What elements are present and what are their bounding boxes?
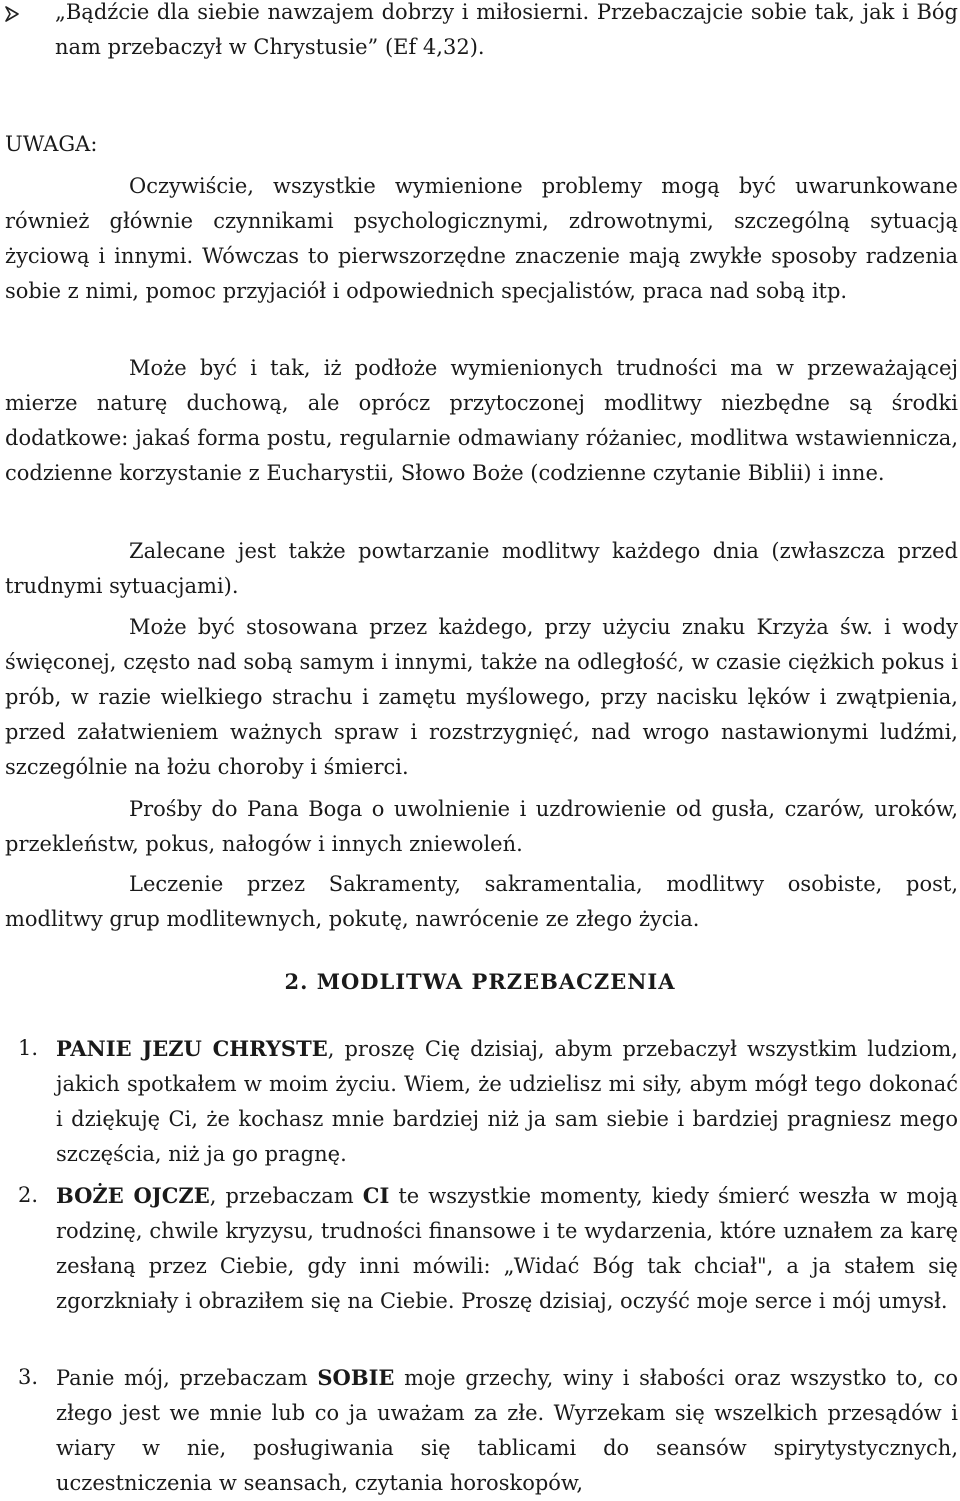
emphasis: SOBIE	[317, 1365, 395, 1390]
list-text: , przebaczam	[209, 1184, 363, 1208]
emphasis: PANIE JEZU CHRYSTE	[56, 1036, 328, 1061]
paragraph-1: Oczywiście, wszystkie wymienione problemy mogą być uwarunkowane również głównie czynnikami psychologicznymi, zdrowotnymi, szczególną sytuacją życiową i innymi. Wówczas to pierwszorzędne znaczenie mają zwykłe sposoby radzenia sobie z nimi, pomoc przyjaciół i odpowiednich specjalistów, praca nad sobą itp.	[5, 174, 958, 303]
paragraph-2: Może być i tak, iż podłoże wymienionych trudności ma w przeważającej mierze naturę duchową, ale oprócz przytoczonej modlitwy niezbędne są środki dodatkowe: jakaś forma postu, regularnie odmawiany różaniec, modlitwa wstawiennicza, codzienne korzystanie z Eucharystii, Słowo Boże (codzienne czytanie Biblii) i inne.	[5, 356, 958, 485]
emphasis: CI	[362, 1183, 390, 1208]
emphasis: BOŻE OJCZE	[56, 1183, 210, 1208]
paragraph-4: Może być stosowana przez każdego, przy użyciu znaku Krzyża św. i wody święconej, często nad sobą samym i innymi, także na odległość, w czasie ciężkich pokus i prób, w razie wielkiego strachu i zamętu myślowego, przy nacisku lęków i zwątpienia, przed załatwieniem ważnych spraw i rozstrzygnięć, nad wrogo nastawionymi ludźmi, szczególnie na łożu choroby i śmierci.	[5, 615, 958, 779]
list-item-text	[56, 1031, 958, 1172]
section-heading: 2. MODLITWA PRZEBACZENIA	[284, 969, 676, 994]
paragraph-3: Zalecane jest także powtarzanie modlitwy każdego dnia (zwłaszcza przed trudnymi sytuacjami).	[5, 539, 958, 598]
list-text: , proszę Cię dzisiaj, abym przebaczył wszystkim ludziom, jakich spotkałem w moim życiu. Wiem, że udzielisz mi siły, abym mógł tego dokonać i dziękuję Ci, że kochasz mnie bardziej niż ja sam siebie i bardziej pragniesz mego szczęścia, niż ja go pragnę.	[56, 1037, 958, 1166]
list-number: 2.	[18, 1183, 39, 1207]
paragraph-5: Prośby do Pana Boga o uwolnienie i uzdrowienie od gusła, czarów, uroków, przekleństw, pokus, nałogów i innych zniewoleń.	[5, 797, 958, 856]
list-text: moje grzechy, winy i słabości oraz wszystko to, co złego jest we mnie lub co ja uważam za złe. Wyrzekam się wszelkich przesądów i wiary w nie, posługiwania się tablicami do seansów spirytystycznych, uczestniczenia w seansach, czytania horoskopów,	[56, 1366, 959, 1495]
arrowhead-bullet-icon	[5, 6, 19, 22]
list-item-text	[56, 1360, 958, 1501]
list-number: 3.	[18, 1365, 39, 1389]
note-label: UWAGA:	[5, 132, 98, 156]
list-item-text	[56, 1178, 958, 1319]
list-number: 1.	[18, 1036, 39, 1060]
paragraph-6: Leczenie przez Sakramenty, sakramentalia, modlitwy osobiste, post, modlitwy grup modlitewnych, pokutę, nawrócenie ze złego życia.	[5, 872, 958, 931]
list-text: te wszystkie momenty, kiedy śmierć weszła w moją rodzinę, chwile kryzysu, trudności finansowe i te wydarzenia, które uznałem za karę zesłaną przez Ciebie, gdy inni mówili: „Widać Bóg tak chciał", a ja stałem się zgorzkniały i obraziłem się na Ciebie. Proszę dzisiaj, oczyść moje serce i mój umysł.	[56, 1184, 958, 1313]
list-text: Panie mój, przebaczam	[56, 1366, 318, 1390]
bible-quote: „Bądźcie dla siebie nawzajem dobrzy i miłosierni. Przebaczajcie sobie tak, jak i Bóg nam przebaczył w Chrystusie” (Ef 4,32).	[55, 0, 958, 59]
